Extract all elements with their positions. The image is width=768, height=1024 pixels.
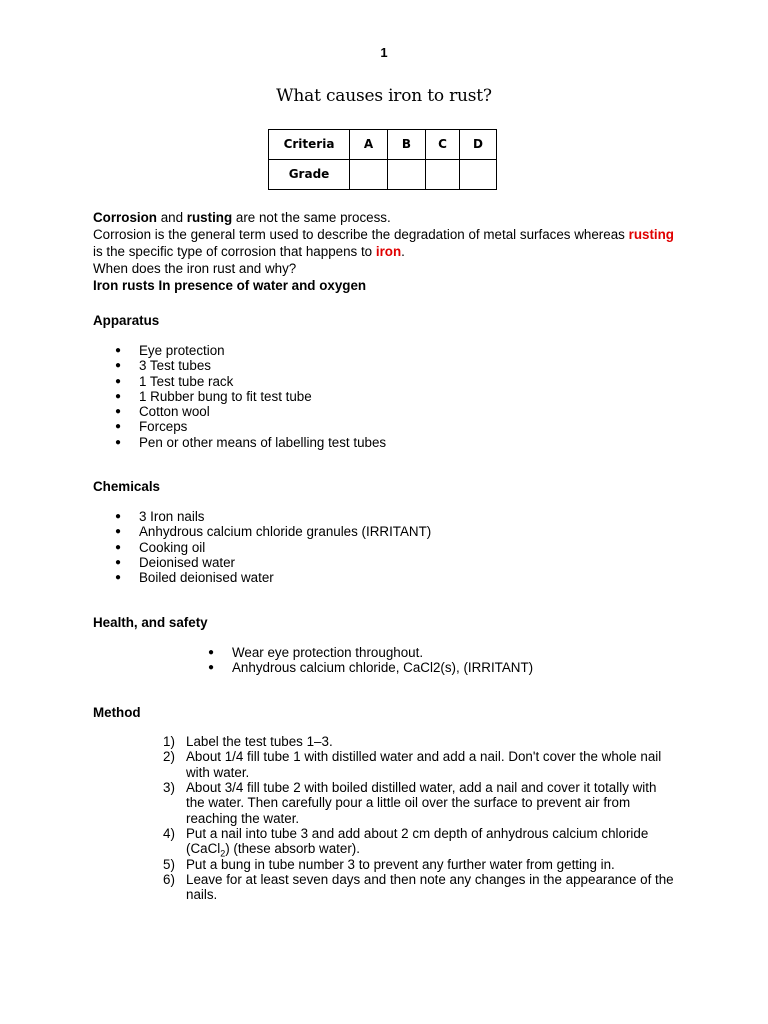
step-number: 3) (163, 780, 175, 796)
method-step (163, 826, 674, 857)
apparatus-list (93, 343, 674, 450)
intro-definition (93, 226, 674, 260)
intro-line-1 (93, 209, 674, 226)
list-item: ● Cooking oil (93, 540, 674, 555)
grade-cell-c (426, 160, 460, 190)
criteria-header: Criteria (269, 130, 350, 160)
grade-cell-a (350, 160, 388, 190)
grade-cell-b (388, 160, 426, 190)
intro-answer: Iron rusts In presence of water and oxygen (93, 278, 367, 293)
step-text: Leave for at least seven days and then note any changes in the appearance of the nails. (186, 871, 674, 903)
page-title: What causes iron to rust? (276, 86, 492, 106)
list-item: ● Pen or other means of labelling test tubes (93, 435, 674, 450)
page-number: 1 (380, 45, 388, 60)
method-list (163, 734, 674, 902)
method-step (163, 857, 674, 872)
method-step (163, 780, 674, 826)
step-text-before: Put a nail into tube 3 and add about 2 cm depth of anhydrous calcium chloride (CaCl (186, 825, 649, 857)
list-item: ● Wear eye protection throughout. (186, 645, 674, 660)
highlight-rusting: rusting (628, 227, 674, 242)
criteria-b-header: B (388, 130, 426, 160)
definition-part-2: is the specific type of corrosion that happens to (93, 244, 376, 259)
step-number: 2) (163, 749, 175, 765)
method-step (163, 734, 674, 749)
list-item: ● 3 Iron nails (93, 509, 674, 524)
list-item: ● 1 Rubber bung to fit test tube (93, 389, 674, 404)
list-item: ● Deionised water (93, 555, 674, 570)
list-item: ● 1 Test tube rack (93, 374, 674, 389)
chemicals-heading: Chemicals (93, 479, 160, 495)
method-step (163, 872, 674, 903)
grade-label: Grade (269, 160, 350, 190)
intro-line-1-rest: are not the same process. (232, 210, 391, 225)
safety-heading: Health, and safety (93, 614, 208, 630)
document-body (93, 209, 674, 902)
step-number: 6) (163, 871, 175, 887)
definition-period: . (401, 244, 405, 259)
list-item: ● Forceps (93, 419, 674, 434)
criteria-d-header: D (460, 130, 497, 160)
step-number: 5) (163, 856, 175, 872)
grade-table-header-row (269, 130, 497, 160)
step-text: About 3/4 fill tube 2 with boiled distilled water, add a nail and cover it totally with the water. Then carefully pour a little oil over the surface to prevent air from reaching the water. (186, 780, 657, 826)
list-item: ● Boiled deionised water (93, 570, 674, 585)
step-number: 1) (163, 734, 175, 750)
chemicals-list (93, 509, 674, 585)
step-text-after: ) (these absorb water). (225, 841, 360, 857)
method-step (163, 749, 674, 780)
criteria-a-header: A (350, 130, 388, 160)
term-corrosion: Corrosion (93, 210, 157, 225)
step-number: 4) (163, 825, 175, 841)
list-item: ● Cotton wool (93, 404, 674, 419)
definition-part-1: Corrosion is the general term used to describe the degradation of metal surfaces whereas (93, 227, 629, 242)
list-item: ● Anhydrous calcium chloride, CaCl2(s), (IRRITANT) (186, 660, 674, 675)
safety-list (186, 645, 674, 676)
intro-and: and (156, 210, 187, 225)
method-heading: Method (93, 705, 141, 721)
criteria-c-header: C (426, 130, 460, 160)
intro-question: When does the iron rust and why? (93, 261, 297, 276)
list-item: ● Eye protection (93, 343, 674, 358)
list-item: ● Anhydrous calcium chloride granules (IRRITANT) (93, 524, 674, 539)
subscript: 2 (220, 848, 226, 859)
grade-table-grade-row (269, 160, 497, 190)
term-rusting: rusting (186, 210, 233, 225)
step-text: Put a bung in tube number 3 to prevent any further water from getting in. (186, 856, 615, 872)
apparatus-heading: Apparatus (93, 313, 160, 328)
highlight-iron: iron (375, 244, 402, 259)
grade-cell-d (460, 160, 497, 190)
step-text: About 1/4 fill tube 1 with distilled water and add a nail. Don't cover the whole nail with water. (186, 749, 662, 780)
grade-table (268, 129, 497, 190)
step-text: Label the test tubes 1–3. (186, 734, 333, 750)
list-item: ● 3 Test tubes (93, 358, 674, 373)
